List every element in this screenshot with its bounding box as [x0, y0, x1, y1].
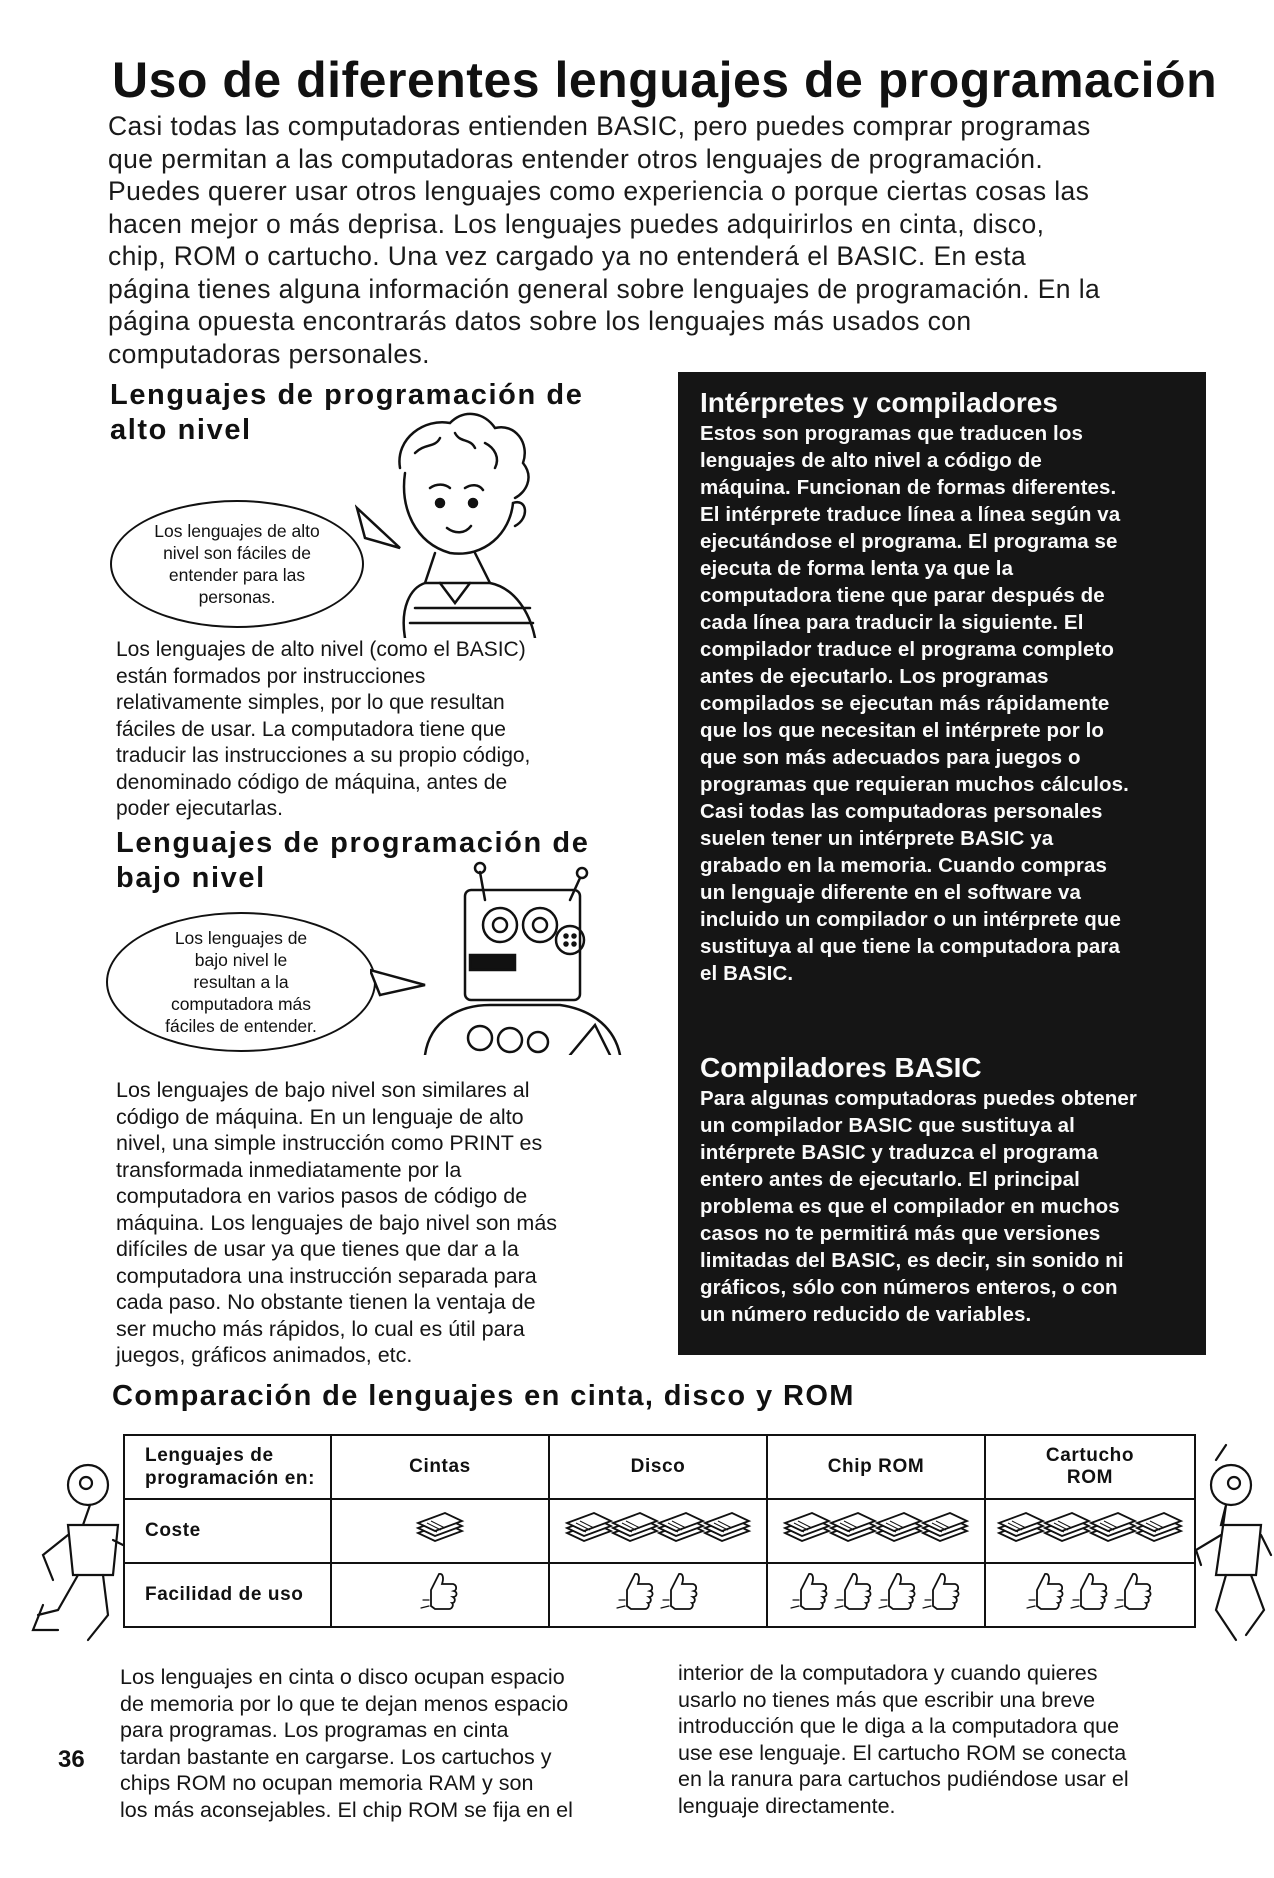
- bubble-line: Los lenguajes de alto: [154, 521, 320, 541]
- basic-compilers-text: [700, 1085, 1206, 1328]
- bubble-line: personas.: [198, 587, 276, 607]
- body-line: computadora una instrucción separada para: [116, 1263, 537, 1288]
- bubble-line: Los lenguajes de: [174, 928, 308, 948]
- box-line: computadora tiene que parar después de: [700, 584, 1105, 607]
- high-level-speech-bubble: [110, 500, 364, 628]
- bubble-line: computadora más: [170, 994, 312, 1014]
- body-line: denominado código de máquina, antes de: [116, 770, 508, 794]
- body-line: Los lenguajes de bajo nivel son similares al: [116, 1078, 530, 1102]
- book-stack-icon: [702, 1511, 752, 1545]
- box-line: Estos son programas que traducen los: [700, 422, 1083, 445]
- book-stack-icon: [610, 1511, 660, 1545]
- bubble-line: resultan a la: [193, 972, 289, 992]
- body-line: fáciles de usar. La computadora tiene que: [116, 717, 506, 741]
- footer-right-text: [678, 1660, 1218, 1819]
- low-level-body: [116, 1077, 656, 1369]
- row-label-cost: Coste: [124, 1499, 331, 1563]
- box-line: intérprete BASIC y traduzca el programa: [700, 1141, 1099, 1164]
- body-line: de memoria por lo que te dejan menos espacio: [120, 1691, 569, 1716]
- box-line: limitadas del BASIC, es decir, sin sonido ni: [700, 1249, 1124, 1272]
- body-line: cada paso. No obstante tienen la ventaja de: [116, 1290, 536, 1314]
- body-line: interior de la computadora y cuando quieres: [678, 1661, 1098, 1685]
- table-header-cartucho-rom: [985, 1435, 1195, 1499]
- box-line: antes de ejecutarlo. Los programas: [700, 665, 1049, 688]
- header-line: ROM: [1066, 1467, 1114, 1488]
- book-stack-icon: [656, 1511, 706, 1545]
- row-label-ease: Facilidad de uso: [124, 1563, 331, 1627]
- box-line: problema es que el compilador en muchos: [700, 1195, 1120, 1218]
- body-line: use ese lenguaje. El cartucho ROM se conecta: [678, 1740, 1127, 1765]
- thumbs-up-icon: [657, 1570, 703, 1614]
- intro-line: Casi todas las computadoras entienden BASIC, pero puedes comprar programas: [108, 111, 1091, 141]
- body-line: los más aconsejables. El chip ROM se fija en el: [120, 1797, 573, 1822]
- interpreters-compilers-box: [678, 372, 1206, 1355]
- intro-paragraph: [108, 110, 1228, 370]
- box-line: un lenguaje diferente en el software va: [700, 881, 1081, 904]
- intro-line: Puedes querer usar otros lenguajes como experiencia o porque ciertas cosas las: [108, 176, 1090, 206]
- body-line: juegos, gráficos animados, etc.: [116, 1343, 413, 1367]
- table-row: [124, 1499, 1195, 1563]
- box-line: cada línea para traducir la siguiente. El: [700, 611, 1084, 634]
- intro-line: chip, ROM o cartucho. Una vez cargado ya no entenderá el BASIC. En esta: [108, 241, 1027, 271]
- robot-left-illustration: [28, 1455, 128, 1655]
- box-line: suelen tener un intérprete BASIC ya: [700, 827, 1054, 850]
- book-stack-icon: [1134, 1511, 1184, 1545]
- ease-cell: [767, 1563, 985, 1627]
- page-title: Uso de diferentes lenguajes de programación: [112, 52, 1218, 108]
- book-stack-icon: [996, 1511, 1046, 1545]
- header-line: Lenguajes de: [145, 1445, 274, 1466]
- intro-line: computadoras personales.: [108, 338, 430, 369]
- body-line: Los lenguajes en cinta o disco ocupan espacio: [120, 1665, 565, 1689]
- box-line: el BASIC.: [700, 962, 794, 985]
- box-line: sustituya al que tiene la computadora para: [700, 935, 1121, 958]
- body-line: están formados por instrucciones: [116, 664, 426, 688]
- body-line: traducir las instrucciones a su propio código,: [116, 744, 531, 767]
- body-line: tardan bastante en cargarse. Los cartuchos y: [120, 1744, 552, 1769]
- book-stack-icon: [920, 1511, 970, 1545]
- ease-cell: [331, 1563, 549, 1627]
- body-line: poder ejecutarlas.: [116, 797, 283, 820]
- thumbs-up-icon: [919, 1570, 965, 1614]
- body-line: computadora en varios pasos de código de: [116, 1184, 528, 1208]
- box-line: gráficos, sólo con números enteros, o con: [700, 1276, 1118, 1299]
- intro-line: página opuesta encontrarás datos sobre los lenguajes más usados con: [108, 306, 972, 336]
- intro-line: que permitan a las computadoras entender otros lenguajes de programación.: [108, 143, 1044, 174]
- bubble-line: fáciles de entender.: [165, 1016, 317, 1036]
- header-line: Chip ROM: [827, 1456, 925, 1477]
- book-stack-icon: [415, 1511, 465, 1545]
- body-line: ser mucho más rápidos, lo cual es útil para: [116, 1316, 525, 1341]
- heading-line: Lenguajes de programación de: [110, 379, 584, 411]
- header-line: programación en:: [145, 1468, 316, 1489]
- heading-line: Lenguajes de programación de: [116, 827, 590, 859]
- thumbs-up-icon: [1023, 1570, 1069, 1614]
- box-line: ejecuta de forma lenta ya que la: [700, 557, 1014, 580]
- body-line: chips ROM no ocupan memoria RAM y son: [120, 1771, 534, 1795]
- thumbs-up-icon: [875, 1570, 921, 1614]
- intro-line: hacen mejor o más deprisa. Los lenguajes puedes adquirirlos en cinta, disco,: [108, 208, 1045, 239]
- header-line: Cartucho: [1045, 1445, 1135, 1466]
- box-line: ejecutándose el programa. El programa se: [700, 530, 1118, 553]
- interpreters-text: [700, 420, 1206, 987]
- book-stack-icon: [782, 1511, 832, 1545]
- bubble-line: bajo nivel le: [194, 950, 288, 970]
- box-line: casos no te permitirá más que versiones: [700, 1222, 1101, 1245]
- intro-line: página tienes alguna información general sobre lenguajes de programación. En la: [108, 273, 1101, 304]
- robot-right-illustration: [1186, 1440, 1274, 1650]
- box-line: entero antes de ejecutarlo. El principal: [700, 1168, 1080, 1191]
- header-line: Disco: [630, 1456, 686, 1477]
- cost-cell: [985, 1499, 1195, 1563]
- box-line: programas que requieran muchos cálculos.: [700, 773, 1129, 796]
- body-line: Los lenguajes de alto nivel (como el BASIC): [116, 638, 526, 661]
- interpreters-heading: Intérpretes y compiladores: [700, 387, 1058, 418]
- thumbs-up-icon: [1067, 1570, 1113, 1614]
- body-line: introducción que le diga a la computadora que: [678, 1714, 1120, 1738]
- body-line: difíciles de usar ya que tienes que dar a la: [116, 1237, 519, 1261]
- thumbs-up-icon: [831, 1570, 877, 1614]
- box-line: Para algunas computadoras puedes obtener: [700, 1087, 1137, 1110]
- body-line: nivel, una simple instrucción como PRINT es: [116, 1131, 543, 1155]
- body-line: transformada inmediatamente por la: [116, 1157, 462, 1182]
- box-line: un número reducido de variables.: [700, 1303, 1032, 1326]
- boy-illustration: [355, 408, 565, 638]
- cost-cell: [549, 1499, 767, 1563]
- table-header-first: [124, 1435, 331, 1499]
- robot-illustration: [370, 860, 630, 1055]
- heading-line: alto nivel: [110, 414, 252, 446]
- box-line: que son más adecuados para juegos o: [700, 746, 1081, 769]
- box-line: un compilador BASIC que sustituya al: [700, 1114, 1075, 1137]
- box-line: que los que necesitan el intérprete por lo: [700, 719, 1105, 742]
- ease-cell: [549, 1563, 767, 1627]
- book-stack-icon: [874, 1511, 924, 1545]
- header-line: Cintas: [409, 1456, 471, 1477]
- box-line: compilador traduce el programa completo: [700, 638, 1114, 661]
- book-stack-icon: [564, 1511, 614, 1545]
- book-stack-icon: [1088, 1511, 1138, 1545]
- table-header-chip-rom: [767, 1435, 985, 1499]
- box-line: grabado en la memoria. Cuando compras: [700, 854, 1107, 877]
- table-header-disco: [549, 1435, 767, 1499]
- footer-left-text: [120, 1664, 660, 1823]
- cost-cell: [331, 1499, 549, 1563]
- thumbs-up-icon: [417, 1570, 463, 1614]
- cost-cell: [767, 1499, 985, 1563]
- bubble-line: entender para las: [168, 565, 306, 585]
- heading-line: bajo nivel: [116, 862, 266, 894]
- page-number: 36: [58, 1746, 85, 1773]
- comparison-heading: Comparación de lenguajes en cinta, disco y ROM: [112, 1380, 855, 1412]
- body-line: máquina. Los lenguajes de bajo nivel son más: [116, 1210, 558, 1235]
- body-line: código de máquina. En un lenguaje de alto: [116, 1104, 524, 1129]
- body-line: usarlo no tienes más que escribir una breve: [678, 1687, 1096, 1712]
- body-line: en la ranura para cartuchos pudiéndose usar el: [678, 1767, 1129, 1791]
- low-level-speech-bubble: [106, 912, 376, 1052]
- box-line: máquina. Funcionan de formas diferentes.: [700, 476, 1117, 499]
- basic-compilers-heading: Compiladores BASIC: [700, 1052, 982, 1083]
- table-header-row: [124, 1435, 1195, 1499]
- box-line: incluido un compilador o un intérprete que: [700, 908, 1122, 931]
- comparison-table: [123, 1434, 1196, 1628]
- thumbs-up-icon: [613, 1570, 659, 1614]
- box-line: compilados se ejecutan más rápidamente: [700, 692, 1110, 715]
- box-line: El intérprete traduce línea a línea según va: [700, 503, 1121, 526]
- table-header-cintas: [331, 1435, 549, 1499]
- body-line: relativamente simples, por lo que resultan: [116, 691, 505, 714]
- table-row: [124, 1563, 1195, 1627]
- body-line: para programas. Los programas en cinta: [120, 1718, 509, 1742]
- body-line: lenguaje directamente.: [678, 1793, 896, 1818]
- bubble-line: nivel son fáciles de: [163, 543, 311, 563]
- box-line: lenguajes de alto nivel a código de: [700, 449, 1042, 472]
- thumbs-up-icon: [787, 1570, 833, 1614]
- high-level-body: [116, 637, 636, 823]
- box-line: Casi todas las computadoras personales: [700, 800, 1103, 823]
- ease-cell: [985, 1563, 1195, 1627]
- book-stack-icon: [828, 1511, 878, 1545]
- thumbs-up-icon: [1111, 1570, 1157, 1614]
- book-stack-icon: [1042, 1511, 1092, 1545]
